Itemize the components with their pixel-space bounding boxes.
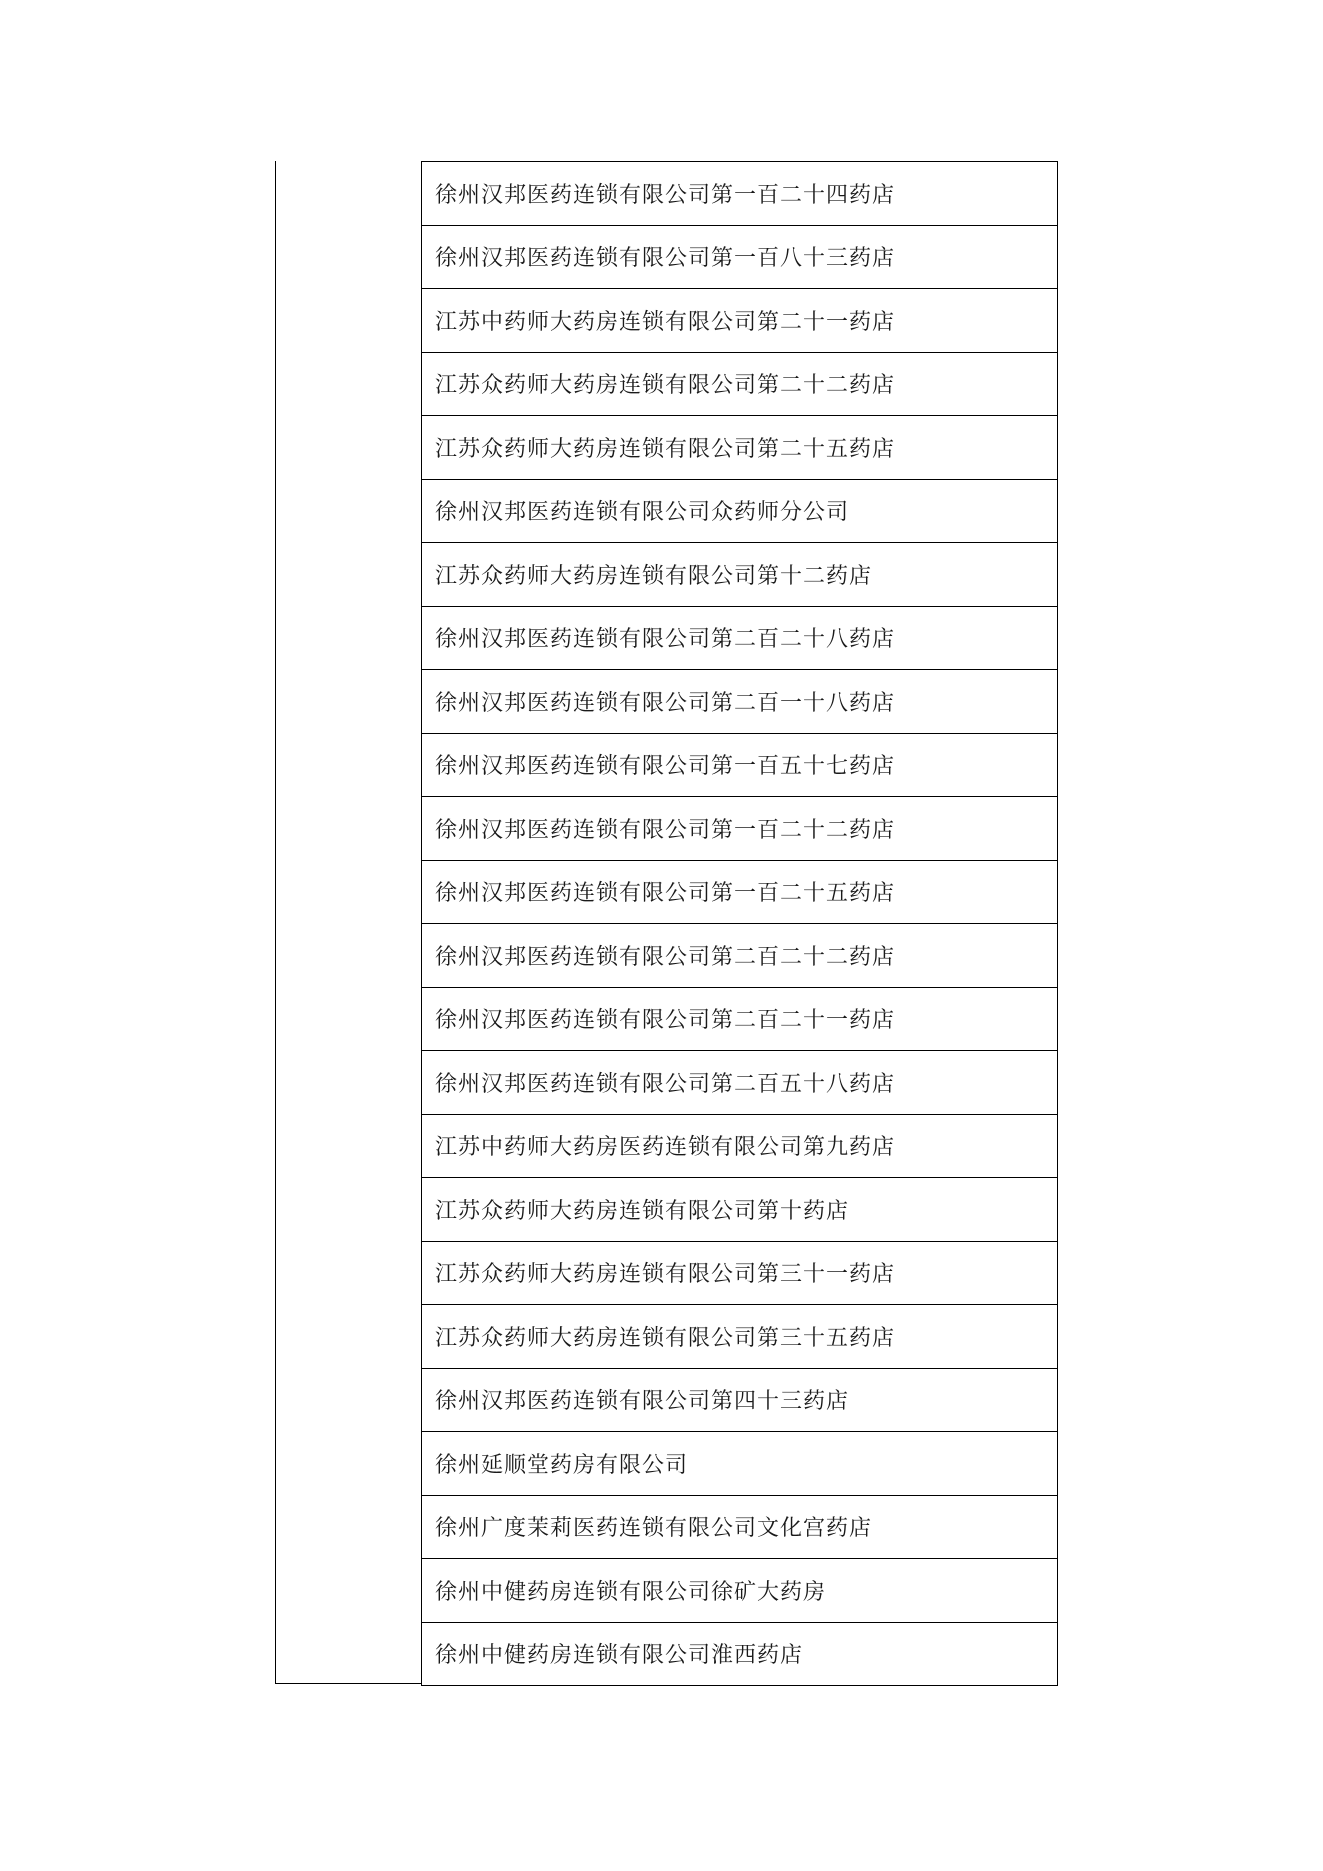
pharmacy-name: 徐州中健药房连锁有限公司徐矿大药房	[435, 1579, 827, 1605]
pharmacy-name: 江苏众药师大药房连锁有限公司第二十五药店	[435, 436, 896, 462]
table-row	[422, 543, 1057, 607]
pharmacy-name: 江苏众药师大药房连锁有限公司第十二药店	[435, 563, 873, 589]
table-row	[422, 988, 1057, 1052]
pharmacy-name: 江苏众药师大药房连锁有限公司第三十五药店	[435, 1325, 896, 1351]
pharmacy-name: 徐州汉邦医药连锁有限公司第一百八十三药店	[435, 246, 896, 272]
pharmacy-name: 徐州延顺堂药房有限公司	[435, 1452, 689, 1478]
pharmacy-name: 江苏众药师大药房连锁有限公司第十药店	[435, 1198, 850, 1224]
pharmacy-name: 江苏中药师大药房连锁有限公司第二十一药店	[435, 309, 896, 335]
table-row	[422, 226, 1057, 290]
pharmacy-name: 徐州汉邦医药连锁有限公司第二百五十八药店	[435, 1071, 896, 1097]
table-row	[422, 861, 1057, 925]
pharmacy-name: 徐州中健药房连锁有限公司淮西药店	[435, 1643, 804, 1669]
table-row	[422, 1178, 1057, 1242]
table-row	[422, 416, 1057, 480]
table-row	[422, 734, 1057, 798]
merged-category-cell	[275, 161, 421, 1684]
table-row	[422, 1051, 1057, 1115]
pharmacy-name: 徐州汉邦医药连锁有限公司第二百二十一药店	[435, 1008, 896, 1034]
table-row	[422, 607, 1057, 671]
pharmacy-table	[421, 161, 1058, 1686]
table-row	[422, 1305, 1057, 1369]
table-row	[422, 1242, 1057, 1306]
pharmacy-name: 徐州广度茉莉医药连锁有限公司文化宫药店	[435, 1516, 873, 1542]
pharmacy-name: 徐州汉邦医药连锁有限公司第二百一十八药店	[435, 690, 896, 716]
table-row	[422, 289, 1057, 353]
pharmacy-name: 徐州汉邦医药连锁有限公司第二百二十二药店	[435, 944, 896, 970]
pharmacy-name: 徐州汉邦医药连锁有限公司第一百二十二药店	[435, 817, 896, 843]
table-row	[422, 924, 1057, 988]
pharmacy-name: 江苏中药师大药房医药连锁有限公司第九药店	[435, 1135, 896, 1161]
pharmacy-name: 徐州汉邦医药连锁有限公司第一百二十五药店	[435, 881, 896, 907]
table-row	[422, 1496, 1057, 1560]
table-row	[422, 1115, 1057, 1179]
pharmacy-name: 徐州汉邦医药连锁有限公司第四十三药店	[435, 1389, 850, 1415]
pharmacy-name: 徐州汉邦医药连锁有限公司第一百二十四药店	[435, 182, 896, 208]
table-row	[422, 797, 1057, 861]
table-row	[422, 162, 1057, 226]
table-row	[422, 480, 1057, 544]
pharmacy-name: 江苏众药师大药房连锁有限公司第二十二药店	[435, 373, 896, 399]
table-row	[422, 1559, 1057, 1623]
pharmacy-name: 徐州汉邦医药连锁有限公司第一百五十七药店	[435, 754, 896, 780]
table-row	[422, 1623, 1057, 1687]
pharmacy-name: 江苏众药师大药房连锁有限公司第三十一药店	[435, 1262, 896, 1288]
pharmacy-name: 徐州汉邦医药连锁有限公司第二百二十八药店	[435, 627, 896, 653]
table-row	[422, 1432, 1057, 1496]
pharmacy-name: 徐州汉邦医药连锁有限公司众药师分公司	[435, 500, 850, 526]
table-row	[422, 670, 1057, 734]
table-row	[422, 353, 1057, 417]
table-row	[422, 1369, 1057, 1433]
